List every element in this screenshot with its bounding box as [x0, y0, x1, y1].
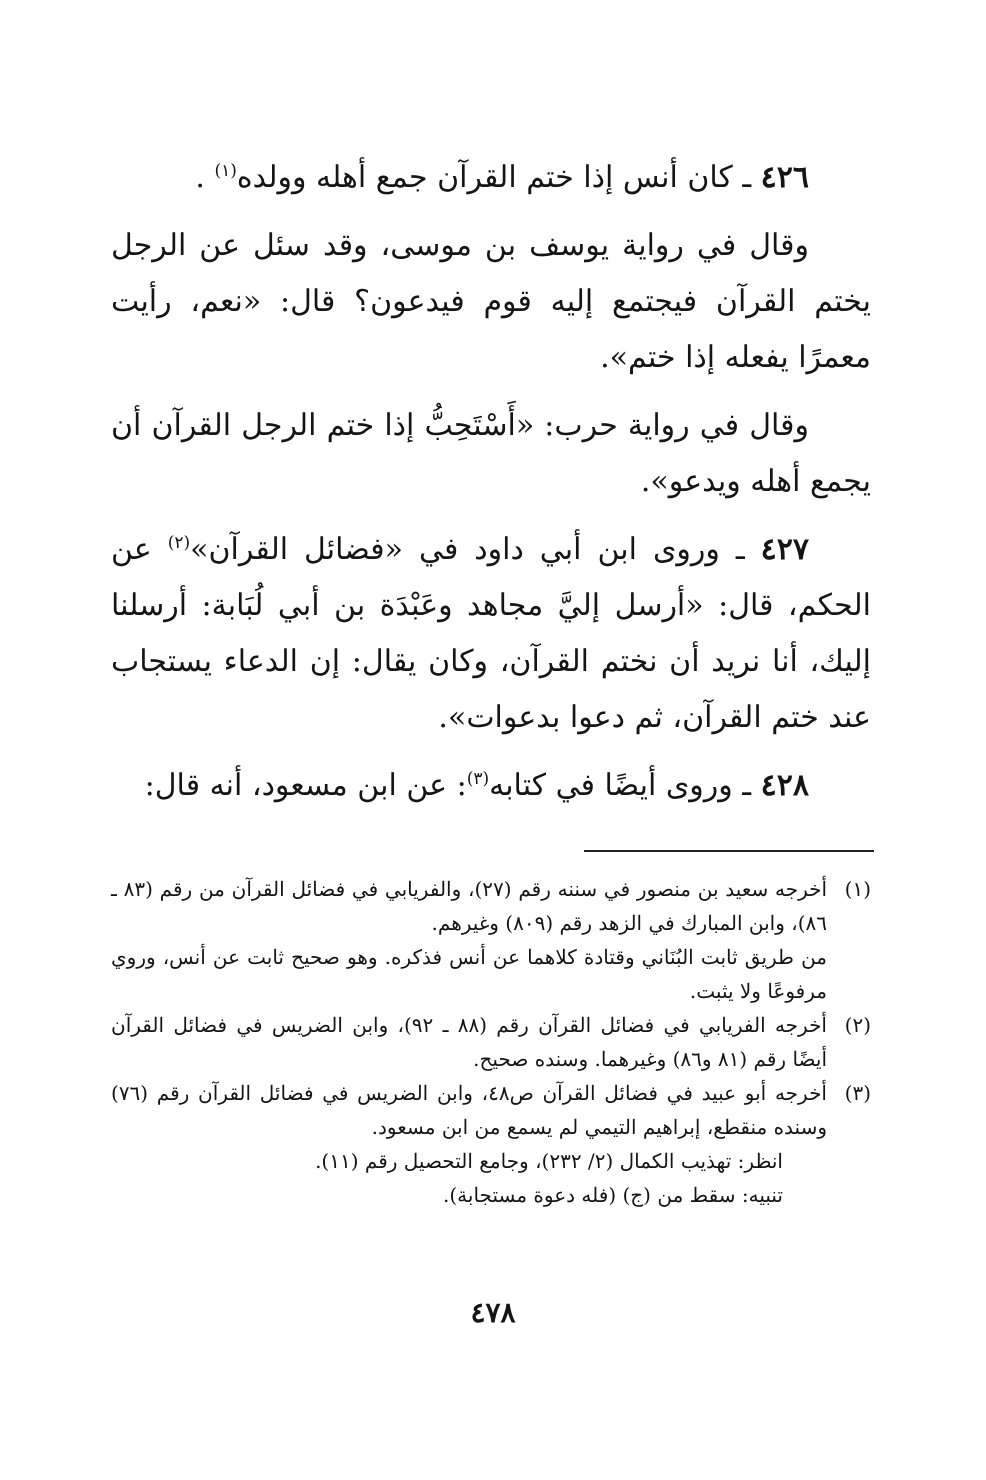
footnotes: [111, 872, 871, 1212]
main-text: [111, 150, 871, 814]
paragraph-text: ـ وروى ابن أبي داود في «فضائل القرآن»: [190, 532, 745, 567]
paragraph-text: : عن ابن مسعود، أنه قال:: [144, 768, 467, 803]
paragraph-text: عن الحكم، قال: «أرسل إليَّ مجاهد وعَبْدَة بن أبي لُبَابة: أرسلنا إليك، أنا نريد أن نختم القرآن، وكان يقال: إن الدعاء يستجاب عند ختم القرآن، ثم دعوا بدعوات».: [111, 532, 871, 735]
footnote-3: [111, 1076, 871, 1212]
paragraph-harb-narration: وقال في رواية حرب: «أَسْتَحِبُّ إذا ختم الرجل القرآن أن يجمع أهله ويدعو».: [111, 408, 871, 499]
paragraph-end: .: [195, 160, 205, 195]
paragraph-text: ـ وروى أيضًا في كتابه: [489, 768, 752, 803]
paragraph-427: [111, 522, 871, 746]
footnote-number: (٣): [844, 1081, 871, 1105]
paragraph-428: [111, 758, 871, 814]
item-number: ٤٢٨: [760, 768, 809, 803]
footnote-number: (١): [844, 877, 871, 901]
footnote-ref: (٢): [167, 533, 191, 553]
item-number: ٤٢٦: [760, 160, 809, 195]
footnote-ref: (١): [214, 161, 237, 181]
footnote-ref: (٣): [466, 769, 490, 789]
footnote-body: [111, 1076, 827, 1212]
footnote-line: أخرجه أبو عبيد في فضائل القرآن ص٤٨، وابن الضريس في فضائل القرآن رقم (٧٦) وسنده منقطع، إبراهيم التيمي لم يسمع من ابن مسعود.: [111, 1081, 827, 1139]
footnote-line: تنبيه: سقط من (ج) (فله دعوة مستجابة).: [443, 1183, 783, 1207]
footnote-body: [111, 872, 827, 1008]
footnote-separator: [584, 850, 874, 852]
paragraph-text: ـ كان أنس إذا ختم القرآن جمع أهله وولده: [236, 160, 752, 195]
footnote-line: أخرجه سعيد بن منصور في سننه رقم (٢٧)، والفريابي في فضائل القرآن من رقم (٨٣ ـ ٨٦)، وابن المبارك في الزهد رقم (٨٠٩) وغيرهم.: [111, 877, 828, 935]
footnote-body: [111, 1008, 827, 1076]
paragraph-426: [111, 150, 871, 206]
footnote-1: [111, 872, 871, 1008]
page-number: ٤٧٨: [470, 1296, 516, 1329]
footnote-line: أخرجه الفريابي في فضائل القرآن رقم (٨٨ ـ ٩٢)، وابن الضريس في فضائل القرآن أيضًا رقم (٨١ و٨٦) وغيرهما. وسنده صحيح.: [111, 1013, 827, 1071]
footnote-2: [111, 1008, 871, 1076]
footnote-line: انظر: تهذيب الكمال (٢/ ٢٣٢)، وجامع التحصيل رقم (١١).: [315, 1149, 783, 1173]
item-number: ٤٢٧: [760, 532, 809, 567]
footnote-number: (٢): [844, 1013, 871, 1037]
paragraph-yusuf-narration: وقال في رواية يوسف بن موسى، وقد سئل عن الرجل يختم القرآن فيجتمع إليه قوم فيدعون؟ قال: «نعم، رأيت معمرًا يفعله إذا ختم».: [111, 228, 871, 375]
footnote-line: من طريق ثابت البُنَاني وقتادة كلاهما عن أنس فذكره. وهو صحيح ثابت عن أنس، وروي مرفوعًا ولا يثبت.: [111, 945, 828, 1003]
